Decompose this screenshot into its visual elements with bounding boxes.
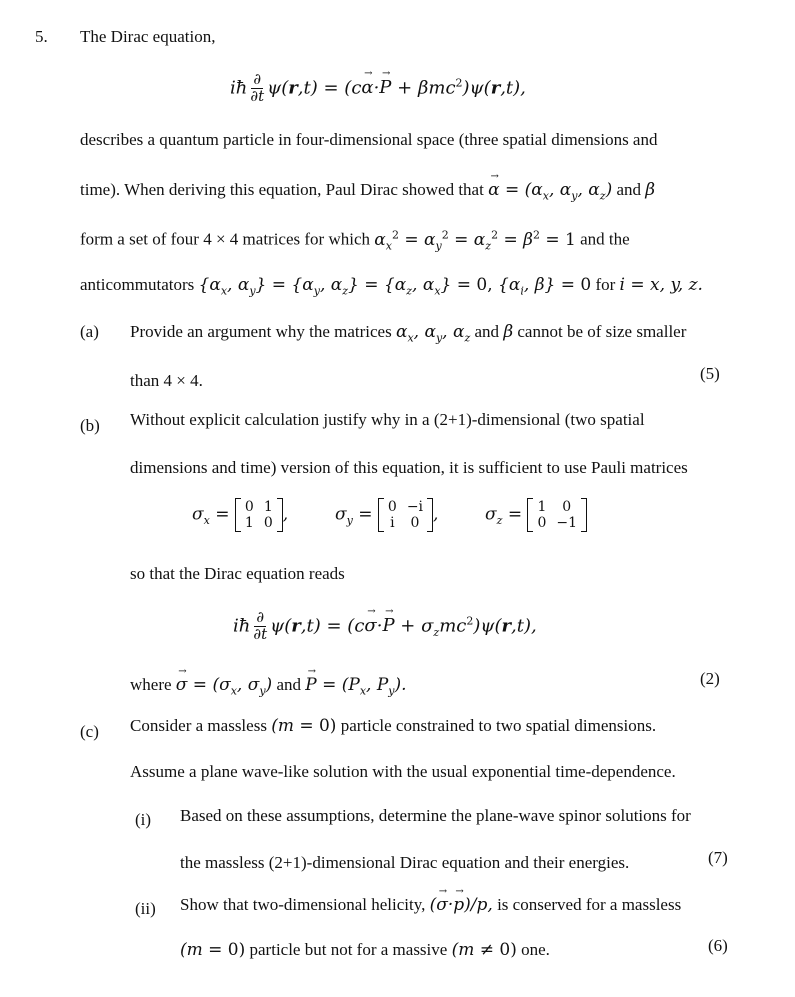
part-c-i-line1: Based on these assumptions, determine the plane-wave spinor solutions for <box>180 806 691 825</box>
body-line-2: time). When deriving this equation, Paul Dirac showed that → $\alpha = (\alpha_x$, $\alpha_y$, $\alpha_z$) and β <box>80 180 655 203</box>
part-c-ii-line1: Show that two-dimensional helicity, (→ σ·→ p)/p, is conserved for a massless <box>180 895 681 915</box>
part-b-line3: so that the Dirac equation reads <box>130 564 345 583</box>
part-c-ii-line2: (m = 0) particle but not for a massive (m ≠ 0) one. <box>180 940 550 960</box>
part-a-line2: than 4 × 4. <box>130 371 203 390</box>
part-b-line1: Without explicit calculation justify why in a (2+1)-dimensional (two spatial <box>130 410 645 429</box>
part-c-line2: Assume a plane wave-like solution with the usual exponential time-dependence. <box>130 762 676 781</box>
body-line-1: describes a quantum particle in four-dimensional space (three spatial dimensions and <box>80 130 658 149</box>
part-b-where: where → $\sigma = (\sigma_x$, $\sigma_y$) and → $P = (P_x$, $P_y$). <box>130 675 407 698</box>
body-line-4: anticommutators {$\alpha_x$, $\alpha_y\} = \{\alpha_y$, $\alpha_z\} = \{\alpha_z$, $\alpha_x\} = 0$, {$\alpha_i$, β} = 0 for i = x, y, z. <box>80 275 703 298</box>
pauli-sigma-z: $\sigma_z$ = 1 0 0 −1 <box>485 498 587 532</box>
part-c-ii-label: (ii) <box>135 899 156 918</box>
part-a-label: (a) <box>80 322 99 341</box>
dirac-equation-2d: iħ $\frac{\partial}{\partial t}$ $\psi(r,t) = (c\to \sigma\cdot\to P + \sigma_zmc^2)\psi(r,t)$, <box>233 610 537 643</box>
part-b-marks: (2) <box>700 669 720 688</box>
part-a-marks: (5) <box>700 364 720 383</box>
part-c-i-label: (i) <box>135 810 152 829</box>
part-c-i-line2: the massless (2+1)-dimensional Dirac equation and their energies. <box>180 853 630 872</box>
dirac-equation-4d: iħ $\frac{\partial}{\partial t}$ ψ(r,t) = (c→ α·→ P + βmc$^2$)ψ(r,t), <box>230 72 526 105</box>
part-c-i-marks: (7) <box>708 848 728 867</box>
pauli-sigma-x: $\sigma_x$ = 0 1 1 0 , <box>192 499 289 531</box>
question-intro: The Dirac equation, <box>80 27 216 46</box>
part-c-line1: Consider a massless (m = 0) particle constrained to two spatial dimensions. <box>130 716 657 736</box>
part-a-line1: Provide an argument why the matrices $\alpha_x$, $\alpha_y$, $\alpha_z$ and β cannot be of size smaller <box>130 322 687 345</box>
part-b-label: (b) <box>80 416 100 435</box>
pauli-sigma-y: $\sigma_y$ = 0 −i i 0 , <box>335 499 439 531</box>
question-number: 5. <box>35 27 48 46</box>
part-b-line2: dimensions and time) version of this equation, it is sufficient to use Pauli matrices <box>130 458 688 477</box>
part-c-ii-marks: (6) <box>708 936 728 955</box>
part-c-label: (c) <box>80 722 99 741</box>
body-line-3: form a set of four 4 × 4 matrices for which $\alpha_x^2 = \alpha_y^2 = \alpha_z^2 = \beta^2 = 1$ and the <box>80 228 630 253</box>
